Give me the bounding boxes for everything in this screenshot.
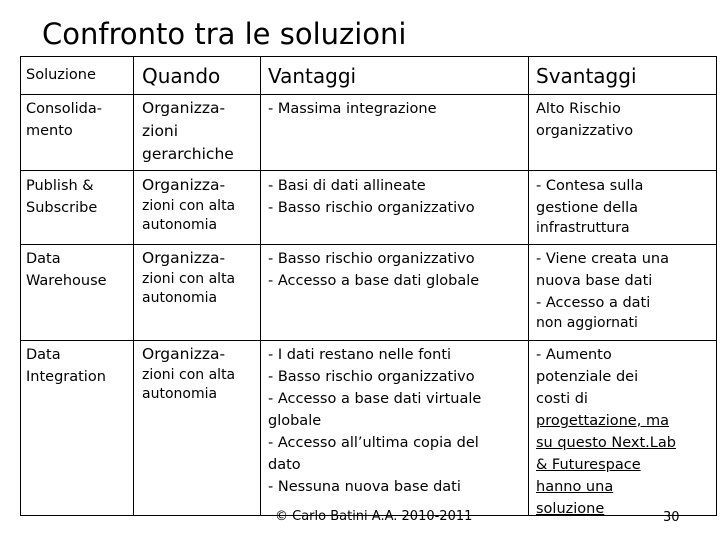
cell-soluzione-line: Data [26, 251, 61, 267]
cell-vantaggi-line: - Accesso all’ultima copia del [268, 435, 479, 451]
cell-quando-line: Organizza- [142, 249, 226, 267]
cell-vantaggi-line: - Massima integrazione [268, 101, 437, 117]
cell-quando-line: zioni [142, 122, 179, 140]
cell-vantaggi-line: - Basso rischio organizzativo [268, 369, 475, 385]
cell-vantaggi [268, 248, 479, 292]
cell-quando-line: zioni con alta [142, 198, 236, 214]
cell-vantaggi-line: - I dati restano nelle fonti [268, 347, 452, 363]
cell-svantaggi-line: costi di [536, 391, 588, 407]
cell-vantaggi [268, 175, 475, 219]
cell-quando-line: Organizza- [142, 345, 226, 363]
cell-quando-line: autonomia [142, 217, 218, 233]
header-svantaggi: Svantaggi [536, 64, 637, 88]
cell-vantaggi-line: globale [268, 413, 322, 429]
slide-title: Confronto tra le soluzioni [42, 17, 407, 51]
cell-svantaggi [536, 98, 633, 142]
page-number: 30 [663, 510, 680, 525]
cell-quando-line: zioni con alta [142, 271, 236, 287]
cell-svantaggi-line: - Contesa sulla [536, 178, 644, 194]
cell-svantaggi-line: & Futurespace [536, 457, 641, 473]
table-border-right [716, 56, 717, 516]
header-vantaggi: Vantaggi [268, 64, 357, 88]
cell-vantaggi-line: - Accesso a base dati virtuale [268, 391, 482, 407]
cell-soluzione-line: Data [26, 347, 61, 363]
column-divider [528, 56, 529, 516]
cell-svantaggi-line: infrastruttura [536, 220, 630, 236]
cell-svantaggi-line: organizzativo [536, 123, 634, 139]
footer-copyright: © Carlo Batini A.A. 2010-2011 [275, 509, 473, 524]
comparison-table [20, 56, 717, 516]
table-row [26, 248, 107, 292]
cell-quando [142, 174, 235, 235]
row-divider [20, 244, 717, 245]
cell-quando [142, 247, 235, 308]
row-divider [20, 340, 717, 341]
cell-soluzione-line: mento [26, 123, 73, 139]
cell-svantaggi-line: non aggiornati [536, 315, 638, 331]
cell-svantaggi-line: - Aumento [536, 347, 612, 363]
cell-svantaggi-line: progettazione, ma [536, 413, 669, 429]
table-row [26, 98, 102, 142]
cell-quando-line: gerarchiche [142, 145, 234, 163]
cell-svantaggi [536, 344, 676, 520]
cell-soluzione-line: Consolida- [26, 101, 102, 117]
cell-vantaggi-line: dato [268, 457, 301, 473]
column-divider [260, 56, 261, 516]
row-divider [20, 170, 717, 171]
cell-svantaggi-line: Alto Rischio [536, 101, 621, 117]
cell-soluzione-line: Integration [26, 369, 106, 385]
cell-soluzione-line: Publish & [26, 178, 94, 194]
cell-quando-line: Organizza- [142, 99, 226, 117]
cell-svantaggi-line: hanno una [536, 479, 614, 495]
cell-quando-line: autonomia [142, 386, 218, 402]
cell-soluzione-line: Subscribe [26, 200, 98, 216]
cell-svantaggi-line: soluzione [536, 501, 605, 517]
cell-svantaggi-line: potenziale dei [536, 369, 639, 385]
cell-quando [142, 343, 235, 404]
cell-svantaggi-line: - Viene creata una [536, 251, 669, 267]
header-soluzione: Soluzione [26, 67, 96, 83]
cell-vantaggi-line: - Basso rischio organizzativo [268, 251, 475, 267]
cell-svantaggi [536, 175, 643, 238]
cell-soluzione-line: Warehouse [26, 273, 107, 289]
cell-vantaggi [268, 98, 437, 120]
cell-quando-line: zioni con alta [142, 367, 236, 383]
cell-quando-line: autonomia [142, 290, 218, 306]
cell-vantaggi-line: - Basso rischio organizzativo [268, 200, 475, 216]
table-border-top [20, 56, 717, 57]
cell-vantaggi-line: - Nessuna nuova base dati [268, 479, 461, 495]
cell-vantaggi-line: - Basi di dati allineate [268, 178, 426, 194]
cell-quando [142, 97, 234, 166]
cell-vantaggi [268, 344, 481, 498]
table-row [26, 344, 106, 388]
table-row [26, 175, 97, 219]
cell-vantaggi-line: - Accesso a base dati globale [268, 273, 480, 289]
column-divider [133, 56, 134, 516]
cell-quando-line: Organizza- [142, 176, 226, 194]
table-border-left [20, 56, 21, 516]
cell-svantaggi-line: nuova base dati [536, 273, 653, 289]
cell-svantaggi-line: - Accesso a dati [536, 295, 651, 311]
cell-svantaggi [536, 248, 669, 333]
row-divider [20, 94, 717, 95]
cell-svantaggi-line: gestione della [536, 200, 639, 216]
cell-svantaggi-line: su questo Next.Lab [536, 435, 676, 451]
header-quando: Quando [142, 64, 221, 88]
